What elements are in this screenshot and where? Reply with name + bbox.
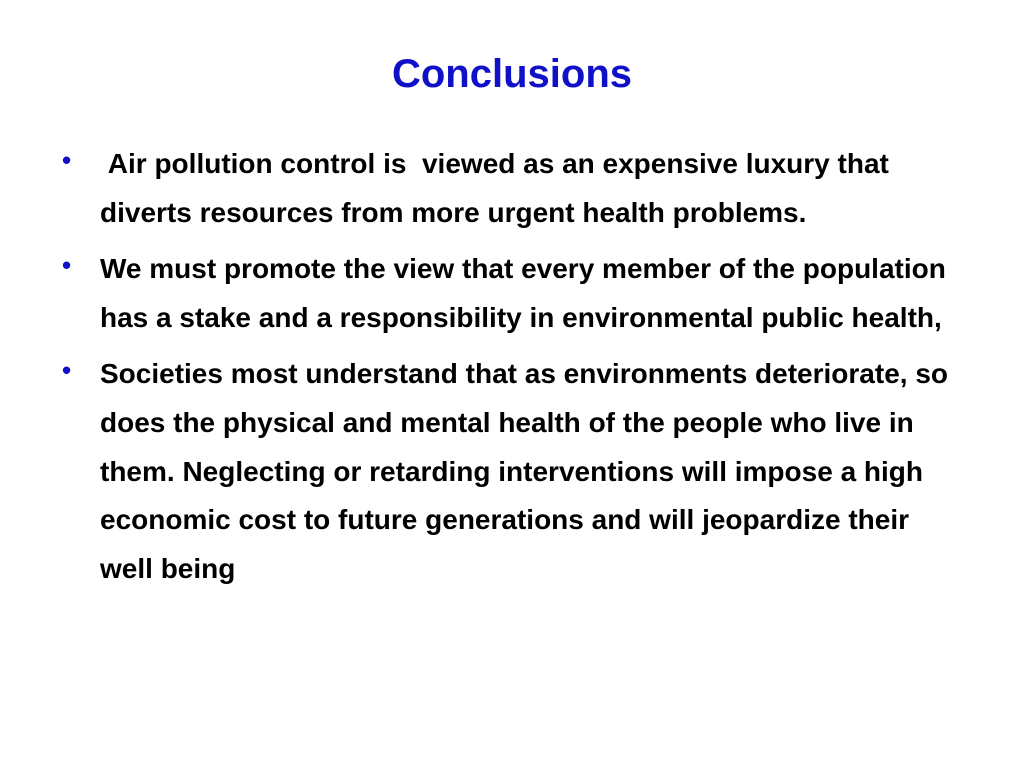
bullet-icon: •: [62, 145, 72, 175]
bullet-item-3: [62, 350, 962, 593]
slide-title: Conclusions: [391, 52, 633, 96]
bullet-item-1: [62, 140, 962, 237]
bullet-text: Societies most understand that as environments deteriorate, so does the physical and mental health of the people who live in them. Neglecting or retarding interventions will impose a high economic cost to future generations and will jeopardize their well being: [100, 358, 956, 584]
bullet-text: We must promote the view that every member of the population has a stake and a responsibility in environmental public health,: [100, 253, 954, 333]
bullet-icon: •: [62, 250, 72, 281]
bullet-text: Air pollution control is viewed as an expensive luxury that diverts resources from more urgent health problems.: [100, 148, 897, 228]
bullet-list: [62, 140, 962, 601]
bullet-item-2: [62, 245, 962, 342]
bullet-icon: •: [62, 355, 72, 386]
